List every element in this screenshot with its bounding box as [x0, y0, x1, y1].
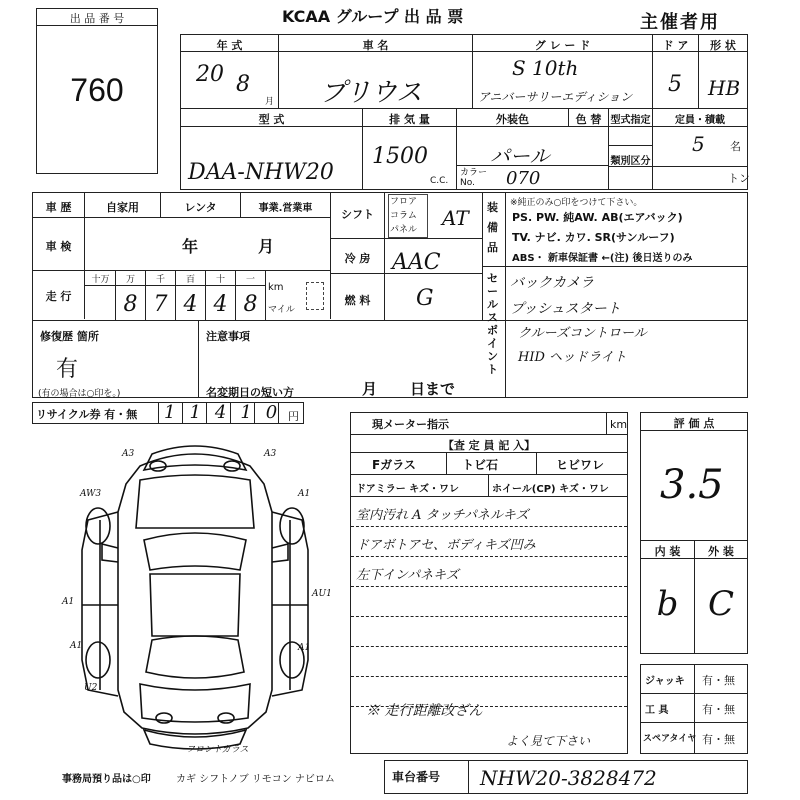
mileage-digit: 8 [123, 292, 138, 317]
office-items: カギ シフトノブ リモコン ナビロム [176, 774, 335, 785]
inspector-comment: よく見て下さい [506, 734, 591, 748]
damage-mark: A1 [298, 489, 311, 499]
mile-checkbox [306, 282, 324, 310]
doors-value: 5 [668, 72, 682, 97]
digit-label-1: 一 [245, 275, 255, 285]
damage-mark: AU1 [312, 589, 332, 599]
mile-unit: マイル [268, 305, 295, 315]
km-unit: km [268, 282, 284, 293]
sales-point: HID ヘッドライト [518, 350, 627, 365]
color-change-label: 色 替 [575, 113, 602, 126]
damage-mark: A1 [298, 643, 311, 653]
capacity-label: 定員・積載 [675, 115, 725, 126]
equipment-line-2: TV. ナビ. カワ. SR(サンルーフ) [512, 231, 675, 244]
lot-number: 760 [70, 72, 124, 108]
sales-point-label: セールスポイント [487, 272, 498, 376]
exterior-score: C [707, 584, 734, 624]
crack-label: ヒビワレ [556, 458, 605, 472]
capacity-unit: 名 [730, 140, 741, 153]
repair-note: (有の場合は○印を。) [38, 389, 121, 399]
meter-unit: km [610, 418, 628, 431]
equipment-note: ※純正のみ○印をつけて下さい。 [510, 198, 643, 208]
doors-label: ド ア [662, 39, 689, 52]
fuel-label: 燃 料 [344, 294, 371, 307]
year-value: 20 [196, 62, 224, 87]
grade-line-1: S 10th [512, 56, 579, 80]
ac-value: AAC [392, 250, 441, 275]
damage-mark: A1 [70, 641, 83, 651]
mileage-digit: 7 [153, 292, 168, 317]
digit-label-100: 百 [185, 275, 195, 285]
car-damage-diagram [40, 440, 340, 760]
organizer-label: 主催者用 [640, 12, 720, 33]
inspector-comment: ※ 走行距離改ざん [366, 703, 483, 719]
sales-point: プッシュスタート [510, 301, 621, 317]
chassis-label: 車台番号 [392, 770, 441, 784]
shift-label: シフト [341, 208, 374, 221]
color-no-value: 070 [506, 168, 541, 189]
cc-unit: C.C. [430, 176, 449, 186]
inspector-comment: 左下インパネキズ [356, 568, 459, 583]
shift-box [388, 194, 428, 238]
mileage-digit: 8 [243, 292, 258, 317]
damage-mark: AW3 [80, 489, 102, 499]
model-value: DAA-NHW20 [188, 160, 334, 185]
chip-label: トビ石 [462, 458, 499, 472]
ext-color-label: 外装色 [496, 113, 529, 126]
spare-yn: 有・無 [702, 733, 735, 746]
digit-label-10k: 万 [125, 275, 135, 285]
history-private: 自家用 [106, 201, 139, 214]
damage-mark: A1 [62, 597, 75, 607]
class-label: 類別区分 [610, 156, 651, 167]
name-change-day: 日まで [410, 380, 456, 398]
mileage-digit: 4 [213, 292, 228, 317]
office-note: 事務局預り品は○印 [62, 774, 151, 785]
digit-label-1k: 千 [155, 275, 165, 285]
tool-label: 工 具 [645, 705, 669, 716]
digit-label-100k: 十万 [91, 275, 110, 285]
recycle-value: 11410 [164, 402, 292, 423]
year-value-2: 8 [236, 72, 250, 97]
wheel-label: ホイール(CP) キズ・ワレ [492, 484, 609, 495]
mileage-digit: 4 [183, 292, 198, 317]
fuel-value: G [416, 286, 434, 311]
repair-value: 有 [56, 357, 79, 382]
ext-color-value: パール [490, 144, 550, 168]
interior-score: b [656, 584, 679, 624]
grade-line-2: アニバーサリーエディション [478, 90, 633, 104]
sales-point: バックカメラ [510, 275, 594, 291]
displacement-value: 1500 [372, 144, 428, 169]
f-glass-label: Fガラス [372, 458, 416, 472]
inspection-label: 車 検 [45, 240, 72, 253]
name-change-label: 名変期日の短い方 [206, 386, 294, 399]
lot-number-label: 出 品 番 号 [69, 12, 125, 25]
color-no-label: カラー No. [460, 168, 488, 188]
shift-value: AT [442, 206, 469, 230]
damage-mark: A3 [264, 449, 277, 459]
damage-mark: U2 [84, 683, 98, 693]
equipment-line-3: ABS・ 新車保証書 ←(注) 後日送りのみ [512, 253, 693, 264]
mileage-label: 走 行 [45, 290, 72, 303]
damage-mark: A3 [122, 449, 135, 459]
shift-column: コラム [390, 211, 417, 221]
grade-label: グ レ ー ド [534, 39, 591, 52]
car-name-value: プリウス [320, 78, 423, 108]
car-name-label: 車 名 [362, 39, 389, 52]
type-designation-label: 型式指定 [610, 115, 651, 126]
sales-point: クルーズコントロール [518, 326, 647, 341]
inspector-comment: ドアボトアセ、ボディキズ凹み [356, 538, 536, 553]
inspector-title: 【査 定 員 記 入】 [442, 439, 536, 452]
recycle-label: リサイクル券 有・無 [36, 408, 138, 421]
inspection-month-unit: 月 [258, 237, 275, 256]
ac-label: 冷 房 [344, 252, 371, 265]
damage-mark: フロントガラス [186, 745, 249, 755]
notes-label: 注意事項 [206, 330, 250, 343]
ton-unit: トン [728, 172, 750, 185]
capacity-value: 5 [692, 132, 705, 156]
score-value: 3.5 [660, 462, 724, 508]
month-unit: 月 [265, 97, 275, 107]
history-rental: レンタ [184, 201, 217, 214]
equipment-line-1: PS. PW. 純AW. AB(エアバック) [512, 211, 683, 224]
chassis-value: NHW20-3828472 [480, 766, 657, 790]
exterior-label: 外 装 [708, 545, 734, 558]
shift-floor: フロア [390, 197, 418, 207]
shift-panel: パネル [390, 225, 418, 235]
interior-label: 内 装 [654, 545, 681, 558]
recycle-unit: 円 [288, 410, 299, 423]
repair-label: 修復歴 箇所 [40, 330, 99, 343]
inspection-year-unit: 年 [182, 237, 199, 256]
shape-label: 形 状 [710, 39, 736, 52]
history-business: 事業.営業車 [258, 203, 313, 214]
meter-label: 現メーター指示 [372, 418, 449, 431]
name-change-month: 月 [362, 380, 378, 398]
model-label: 型 式 [258, 113, 285, 126]
shape-value: HB [708, 76, 741, 100]
tool-yn: 有・無 [702, 703, 735, 716]
form-title: KCAA グループ 出 品 票 [282, 7, 464, 26]
inspector-comment: 室内汚れ A タッチパネルキズ [356, 508, 529, 523]
jack-label: ジャッキ [645, 676, 685, 687]
jack-yn: 有・無 [702, 674, 735, 687]
year-label: 年 式 [216, 39, 243, 52]
equipment-label: 装備品 [487, 201, 498, 254]
score-label: 評 価 点 [673, 417, 715, 430]
door-mirror-label: ドアミラー キズ・ワレ [356, 484, 459, 495]
history-label: 車 歴 [45, 201, 72, 214]
spare-label: スペアタイヤ [643, 734, 697, 744]
digit-label-10: 十 [215, 275, 225, 285]
displacement-label: 排 気 量 [389, 113, 430, 126]
